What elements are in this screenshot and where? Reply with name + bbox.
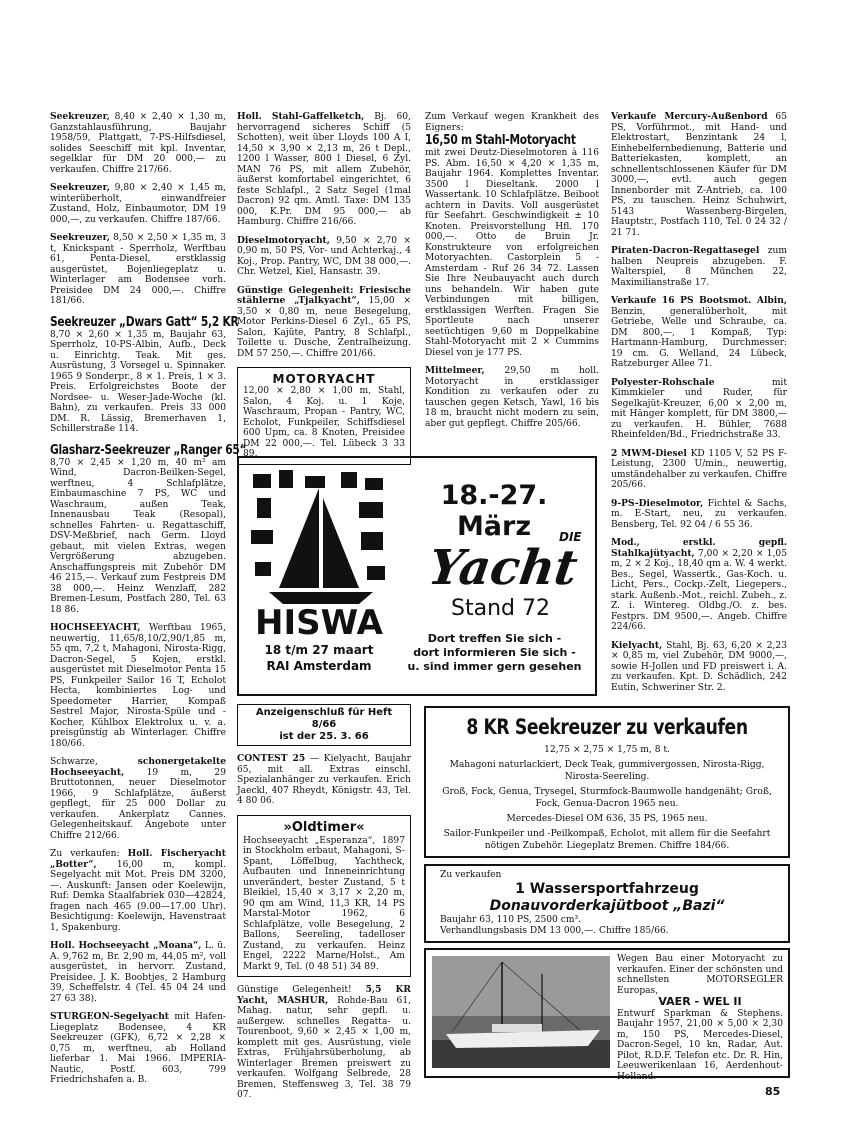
classified-ad-text (50, 442, 247, 616)
column-3 (425, 112, 599, 437)
hiswa-logo-dates: 18 t/m 27 maart (264, 643, 374, 657)
ad-body: 16,00 m, kompl. Segelyacht mit Mot. Preis DM 3200,—. Auskunft: Jansen oder Koelewijn, Ruf: Demka Staalfabriek 030—42824, fragen nach 465 (9.00—17.00 Uhr). Besichtigung: Koelewijn, Havenstraat 1, Spakenburg. (50, 859, 226, 933)
ad-body: mit Kimmkieler und Ruder, für Segelkajüt-Kreuzer, 6,00 × 2,00 m, mit Hänger komplett, für DM 3800,— zu verkaufen. H. Bühler, 7688 Rheinfelden/Bd., Friedrichstraße 33. (611, 377, 787, 440)
yacht-photo (432, 956, 610, 1068)
tagline-2: dort informieren Sie sich - (413, 646, 576, 659)
classified-ad-text (425, 112, 599, 358)
ad-headline: schonergetakelte Hochseeyacht, (50, 756, 226, 778)
ad-body: Fichtel & Sachs, m. E-Start, neu, zu verkaufen. Bensberg, Tel. 92 04 / 6 55 36. (611, 498, 787, 530)
ad-headline: HOCHSEEYACHT, (50, 622, 141, 633)
ad-headline: Glasharz-Seekreuzer „Ranger 65“ (50, 442, 247, 458)
ad-body: 19 m, 29 Bruttotonnen, neuer Dieselmotor 1966, 9 Schlafplätze, äußerst gepflegt, für 25 000 Dollar zu verkaufen. Ankerplatz Cannes. Gelegenheitskauf. Angebote unter Chiffre 212/66. (50, 767, 226, 841)
classified-ad-text (50, 233, 226, 307)
ad-headline: Kielyacht, (611, 639, 663, 651)
ad-headline: Piraten-Dacron-Regattasegel (611, 245, 760, 256)
hiswa-banner-ad (237, 456, 597, 696)
classified-ad (50, 314, 239, 435)
ad-body: Rohde-Bau 61, Mahag. natur, sehr gepfl. u. außergew. schnelles Regatta- u. Tourenboot, 9,60 × 2,45 × 1,00 m, komplett mit ges. Ausrüstung, viele Extras, Frühjahrsüberholung, ab Winterlager Bremen preiswert zu verkaufen. Wolfgang Selbrede, 28 Bremen, Steffensweg 3, Tel. 38 79 07. (237, 995, 411, 1100)
ad-headline: STURGEON-Segelyacht (50, 1011, 170, 1022)
classified-ad (611, 246, 787, 288)
ad-intro: Zu verkaufen: (50, 849, 120, 859)
ad-body: 8,40 × 2,40 × 1,30 m, Ganzstahlausführung, Baujahr 1958/59, Plattgatt, 7-PS-Hilfsdiesel, solides Seeschiff mit kpl. Inventar, segelklar für DM 20 000,— zu verkaufen. Chiffre 217/66. (50, 112, 226, 175)
hiswa-dates: 18.-27. März (440, 480, 548, 542)
anzeigenschluss-line-1: Anzeigenschluß für Heft 8/66 (255, 707, 393, 730)
classified-ad-text (237, 112, 411, 228)
classified-ad (237, 112, 411, 228)
classified-ad-text (611, 641, 787, 694)
seekreuzer-8kr-line: Mahagoni naturlackiert, Deck Teak, gummivergossen, Nirosta-Rigg, Nirosta-Seereling. (449, 760, 765, 782)
bazi-heading-2: Donauvorderkajütboot „Bazi“ (489, 898, 725, 914)
vaer-body: Entwurf Sparkman & Stephens. Baujahr 1957, 21,00 × 5,00 × 2,30 m, 150 PS, Mercedes-Diesel, Dacron-Segel, 10 kn, Radar, Aut. Pilot, R.D.F. Telefon etc. Dr. R. Hin, Leeuwerikenlaan 16, Aerdenhout-Holland. (617, 1008, 783, 1082)
classified-ad-text (50, 941, 226, 1004)
seekreuzer-8kr-line: Sailor-Funkpeiler und -Peilkompaß, Echolot, mit allem für die Seefahrt nötigen Zubehör. Liegeplatz Bremen. Chiffre 184/66. (443, 829, 771, 851)
classified-ad (611, 296, 787, 370)
oldtimer-ad (237, 815, 411, 978)
ad-headline: Seekreuzer, (50, 182, 110, 193)
ad-body: 9,80 × 2,40 × 1,45 m, winterüberholt, einwandfreier Zustand, Holz, Einbaumotor, DM 19 000,—, zu verkaufen. Chiffre 187/66. (50, 183, 226, 225)
ad-body: 29,50 m holl. Motoryacht in erstklassiger Kondition zu verkaufen oder zu tauschen gegen Ketsch, Yawl, 16 bis 18 m, braucht nicht modern zu sein, aber gut gepflegt. Chiffre 205/66. (425, 366, 599, 429)
seekreuzer-8kr-ad (424, 706, 790, 858)
classified-ad (50, 233, 226, 307)
classified-ad (237, 236, 411, 278)
ad-headline: Günstige Gelegenheit: Friesische stählerne „Tjalkyacht“, (237, 284, 411, 306)
classified-ad (237, 286, 411, 360)
ad-headline: Mod., erstkl. gepfl. Stahlkajütyacht, (611, 537, 787, 559)
classified-ad (50, 442, 247, 616)
classified-ad (50, 941, 226, 1004)
oldtimer-heading: »Oldtimer« (283, 819, 365, 835)
bazi-line-1: Baujahr 63, 110 PS, 2500 cm³. (440, 915, 581, 925)
bazi-heading-1: 1 Wassersportfahrzeug (515, 881, 699, 897)
seekreuzer-8kr-heading: 8 KR Seekreuzer zu verkaufen (466, 715, 748, 739)
classified-ad-text (50, 757, 226, 841)
ad-body: — Kielyacht, Baujahr 65, mit all. Extras einschl. Spezialanhänger zu verkaufen. Erich Jaeckl, 407 Rheydt, Königstr. 43, Tel. 4 80 06. (237, 754, 411, 806)
ad-headline: Seekreuzer „Dwars Gatt“ 5,2 KR (50, 314, 239, 330)
classified-ad-text (611, 449, 787, 491)
classified-ad (611, 378, 787, 441)
classified-ad (50, 757, 226, 841)
ad-headline: Verkaufe 16 PS Bootsmot. Albin, (611, 295, 787, 306)
bazi-pre: Zu verkaufen (440, 870, 502, 880)
ad-body: Benzin, generalüberholt, mit Getriebe, Welle und Schraube, ca. DM 800,—, 1 Kompaß, Typ: Hartmann-Hamburg, Durchmesser: 19 cm. G. Welland, 24 Lübeck, Ratzeburger Allee 71. (611, 306, 787, 369)
die-yacht-logo: Yacht (425, 540, 581, 596)
bazi-ad (424, 864, 790, 943)
classified-ad-text (611, 112, 787, 238)
ad-headline: Mittelmeer, (425, 365, 485, 376)
ad-body: 65 PS, Vorführmot., mit Hand- und Elektrostart, Benzintank 24 l, Einhebelfernbedienung, Batterie und Batteriekasten, komplett, an schnellentschlossenen Käufer für DM 3000,—, evtl. auch gegen Innenborder mit Z-Antrieb, ca. 100 PS, zu tauschen. Heinz Schuhwirt, 5143 Wassenberg-Birgelen, Hauptstr., Postfach 110, Tel. 0 24 32 / 21 71. (611, 112, 787, 238)
classified-ad (50, 623, 226, 749)
ad-intro: Zum Verkauf wegen Krankheit des Eigners: (425, 112, 599, 133)
classified-ad (611, 112, 787, 238)
ad-body: 8,50 × 2,50 × 1,35 m, 3 t, Knickspant - Sperrholz, Werftbau 61, Penta-Diesel, erstklassig ausgerüstet, Bojenliegeplatz u. Winterlager am Bodensee vorh. Preisidee DM 24 000,—. Chiffre 181/66. (50, 233, 226, 306)
seekreuzer-8kr-line: Groß, Fock, Genua, Trysegel, Sturmfock-Baumwolle handgenäht; Groß, Fock, Genua-Dacron 1965 neu. (442, 787, 772, 809)
classified-ad-text (611, 296, 787, 370)
vaer-pre: Wegen Bau einer Motoryacht zu verkaufen. Einer der schönsten und schnellsten MOTORSEGLER Europas, (617, 954, 783, 996)
classified-ad-text (237, 985, 411, 1101)
ad-body: KD 1105 V, 52 PS F-Leistung, 2300 U/min., neuwertig, umständehalber zu verkaufen. Chiffre 205/66. (611, 448, 787, 490)
classified-ad (50, 112, 226, 175)
classified-ad-text (237, 754, 411, 807)
ad-body: L. ü. A. 9,762 m, Br. 2,90 m, 44,05 m², voll ausgerüstet, in hervorr. Zustand, Preisidee. J. K. Boobtjes, 2 Hamburg 39, Scheffelstr. 4 (Tel. 45 04 24 und 27 63 38). (50, 941, 226, 1004)
classified-ad (50, 849, 226, 933)
classified-ad (50, 183, 226, 225)
ad-body: 8,70 × 2,60 × 1,35 m, Baujahr 63, Sperrholz, 10-PS-Albin, Aufb., Deck u. Einrichtg. Teak. Mit ges. Ausrüstung, 3 Vorsegel u. Spinnaker. 1965 9 Sonderpr., 8 × 1. Preis, 1 × 3. Preis. Erfolgreichstes Boote der Nordsee- u. Weser-Jade-Woche (kl. Bahn), zu verkaufen. Preis 33 000 DM. R. Lässig, Bremerhaven 1, Schillerstraße 114. (50, 329, 226, 434)
classified-ad (611, 499, 787, 531)
classified-ad (425, 366, 599, 429)
classified-ad-text (425, 366, 599, 429)
stand-number: Stand 72 (451, 596, 550, 621)
vaer-wel-ad (424, 948, 790, 1082)
ad-headline: Seekreuzer, (50, 232, 110, 243)
ad-headline: Holl. Stahl-Gaffelketch, (237, 111, 365, 122)
classified-ad-text (611, 378, 787, 441)
ad-body: 8,70 × 2,45 × 1,20 m, 40 m² am Wind, Dacron-Beilken-Segel, werftneu, 4 Schlafplätze, Einbaumaschine 7 PS, WC und Waschraum, außen Teak, Innenausbau Teak (Resopal), schnelles Fahrten- u. Regattaschiff, DSV-Meßbrief, nach Germ. Lloyd gebaut, mit vielen Extras, wegen Vergrößerung abzugeben. Anschaffungspreis mit Zubehör DM 46 215,—. Verkauf zum Festpreis DM 38 000,—. Heinz Wenzlaff, 282 Bremen-Lesum, Postfach 280, Tel. 63 18 86. (50, 457, 226, 615)
hiswa-logo-text: HISWA (255, 603, 383, 643)
ad-body: 7,00 × 2,20 × 1,05 m, 2 × 2 Koj., 18,40 qm a. W. 4 werkt. Bes., Segel, Wassertk., Gas-Koch. u. Licht, Pers., Cockp.-Zelt, Liegepers., stark. Außenb.-Mot., reichl. Zubeh., z. Z. i. Wintereg. Oldbg./O. z. bes. Festprs. DM 9500,—. Angeb. Chiffre 224/66. (611, 548, 787, 632)
tagline-3: u. sind immer gern gesehen (407, 660, 582, 673)
column-2 (237, 112, 411, 473)
hiswa-tagline (397, 632, 592, 674)
classified-ad (611, 641, 787, 694)
ad-headline: 16,50 m Stahl-Motoryacht (425, 133, 576, 148)
anzeigenschluss-box (237, 704, 411, 746)
ad-body: mit zwei Deutz-Dieselmotoren à 116 PS. Abm. 16,50 × 4,20 × 1,35 m, Baujahr 1964. Komplettes Inventar. 3500 l Dieseltank. 2000 l Wassertank. 10 Schlafplätze. Beiboot achtern in Davits. Voll ausgerüstet für Seefahrt. Geschwindigkeit ± 10 Knoten. Preisvorstellung Hfl. 170 000,—. Otto de Bruin Jr. Konstrukteure von erfolgreichen Motoryachten. Castorplein 5 - Amsterdam - Ruf 26 34 72. Lassen Sie Ihre Neubauyacht auch durch uns behandeln. Wir haben gute Verbindungen mit billigen, erstklassigen Werften. Fragen Sie Sportleute nach unserer seetüchtigen 9,60 m Doppelkabine Stahl-Motoryacht mit 2 × Cummins Diesel von je 177 PS. (425, 148, 599, 358)
motoryacht-body: 12,00 × 2,80 × 1,00 m, Stahl, Salon, 4 Koj. u. 1 Koje, Waschraum, Propan - Pantry, WC, Echolot, Funkpeiler, Schiffsdiesel 600 Upm, ca. 8 Knoten, Preisidee DM 22 000,—. Tel. Lübeck 3 33 89. (243, 386, 405, 459)
classified-ad-text (50, 1012, 226, 1086)
classified-ad-text (50, 623, 226, 749)
ad-headline: Holl. Hochseeyacht „Moana“, (50, 940, 202, 951)
ad-headline: Polyester-Rohschale (611, 376, 715, 388)
ad-body: 15,00 × 3,50 × 0,80 m, neue Besegelung, Motor Perkins-Diesel 6 Zyl., 65 PS, Salon, Kajüte, Pantry, 8 Schlafpl., Toilette u. Dusche, Zentralheizung. DM 57 250,—. Chiffre 201/66. (237, 296, 411, 359)
classified-ad-text (50, 112, 226, 175)
hiswa-logo-venue: RAI Amsterdam (266, 659, 372, 673)
ad-headline: Holl. Fischeryacht „Botter“, (50, 848, 226, 870)
classified-ad-text (611, 499, 787, 531)
ad-headline: Seekreuzer, (50, 111, 110, 122)
classified-ad-text (237, 236, 411, 278)
yacht-photo-graphic (432, 956, 610, 1068)
motoryacht-ad (237, 367, 411, 465)
ad-headline: 5,5 KR Yacht, MASHUR, (237, 984, 411, 1006)
column-1 (50, 111, 247, 1094)
ad-headline: 9-PS-Dieselmotor, (611, 497, 704, 509)
ad-body: 9,50 × 2,70 × 0,90 m, 50 PS, Vor- und Achterkaj., 4 Koj., Prop. Pantry, WC, DM 38 000,—. Chr. Wetzel, Kiel, Hansastr. 39. (237, 235, 411, 277)
seekreuzer-8kr-line: Mercedes-Diesel OM 636, 35 PS, 1965 neu. (506, 814, 708, 824)
classified-ad (237, 985, 411, 1101)
ad-headline: CONTEST 25 (237, 753, 306, 764)
ad-intro: Schwarze, (50, 757, 98, 767)
die-label: DIE (559, 530, 582, 544)
bazi-line-2: Verhandlungsbasis DM 13 000,—. Chiffre 185/66. (440, 926, 669, 936)
ad-headline: Verkaufe Mercury-Außenbord (611, 111, 768, 122)
classified-ad (611, 538, 787, 633)
classified-ad-text (50, 183, 226, 225)
ad-body: Stahl, Bj. 63, 6,20 × 2,23 × 0,85 m, viel Zubehör, DM 9000,—, sowie H-Jollen und FD preiswert i. A. zu verkaufen. Kpt. D. Schädlich, 242 Eutin, Schweriner Str. 2. (611, 640, 787, 693)
ad-body: mit Hafen-Liegeplatz Bodensee, 4 KR Seekreuzer (GFK), 6,72 × 2,28 × 0,75 m, werftneu, ab Holland lieferbar 1. Mai 1966. IMPERIA-Nautic, Postf. 603, 799 Friedrichshafen a. B. (50, 1012, 226, 1085)
tagline-1: Dort treffen Sie sich - (427, 632, 562, 645)
ad-body: zum halben Neupreis abzugeben. F. Walterspiel, 8 München 22, Maximilianstraße 17. (611, 246, 787, 288)
classified-ad (611, 449, 787, 491)
ad-body: Werftbau 1965, neuwertig, 11,65/8,10/2,90/1,85 m, 55 qm, 7,2 t, Mahagoni, Nirosta-Rigg, Dacron-Segel, 5 Kojen, erstkl. ausgerüstet mit Dieselmotor Penta 15 PS, Funkpeiler Sailor 16 T, Echolot Hecta, kombiniertes Log- und Speedometer Harrier, Kompaß Sestrel Major, Nirosta-Spüle und -Kocher, Kühlbox Elektrolux u. v. a. preisgünstig ab Winterlager. Chiffre 180/66. (50, 623, 226, 749)
classified-ad-text (50, 849, 226, 933)
classified-ad-text (611, 246, 787, 288)
classified-ad (50, 1012, 226, 1086)
motoryacht-heading: MOTORYACHT (272, 372, 376, 386)
vaer-heading: VAER - WEL II (658, 995, 742, 1008)
classified-ad-text (611, 538, 787, 633)
ad-body: Bj. 60, hervorragend sicheres Schiff (5 Schotten), weit über Lloyds 100 A I, 14,50 × 3,90 × 2,13 m, 26 t Depl., 1200 l Wasser, 800 l Diesel, 6 Zyl. MAN 76 PS, mit allem Zubehör, äußerst komfortabel eingerichtet, 6 feste Schlafpl., 2 Satz Segel (1mal Dacron) 92 qm. Amtl. Taxe: DM 135 000, K.Pr. DM 95 000,— ab Hamburg. Chiffre 216/66. (237, 112, 411, 227)
seekreuzer-8kr-line: 12,75 × 2,75 × 1,75 m, 8 t. (544, 745, 670, 755)
ad-headline: 2 MWM-Diesel (611, 447, 687, 459)
ad-intro: Günstige Gelegenheit! (237, 985, 352, 995)
ad-headline: Dieselmotoryacht, (237, 234, 330, 246)
column-2-lower (237, 704, 411, 1109)
anzeigenschluss-line-2: ist der 25. 3. 66 (279, 731, 369, 742)
column-4 (611, 112, 787, 701)
classified-ad (425, 112, 599, 358)
classified-ad-text (237, 286, 411, 360)
classified-ad (237, 754, 411, 807)
oldtimer-body: Hochseeyacht „Esperanza“, 1897 in Stockholm erbaut, Mahagoni, S-Spant, Löffelbug, Yachtheck, Aufbauten und Inneneinrichtung unverändert, bester Zustand, 5 t Bleikiel, 15,40 × 3,17 × 2,20 m, 90 qm am Wind, 11,3 KR, 14 PS Marstal-Motor 1962, 6 Schlafplätze, volle Besegelung, 2 Ballons, Seereling, tadelloser Zustand, zu verkaufen. Heinz Engel, 2222 Marne/Holst., Am Markt 9, Tel. (0 48 51) 34 89. (243, 835, 405, 972)
hiswa-sail-artwork (249, 468, 389, 680)
page-number: 85 (765, 1085, 781, 1098)
classified-ad-text (50, 314, 239, 435)
